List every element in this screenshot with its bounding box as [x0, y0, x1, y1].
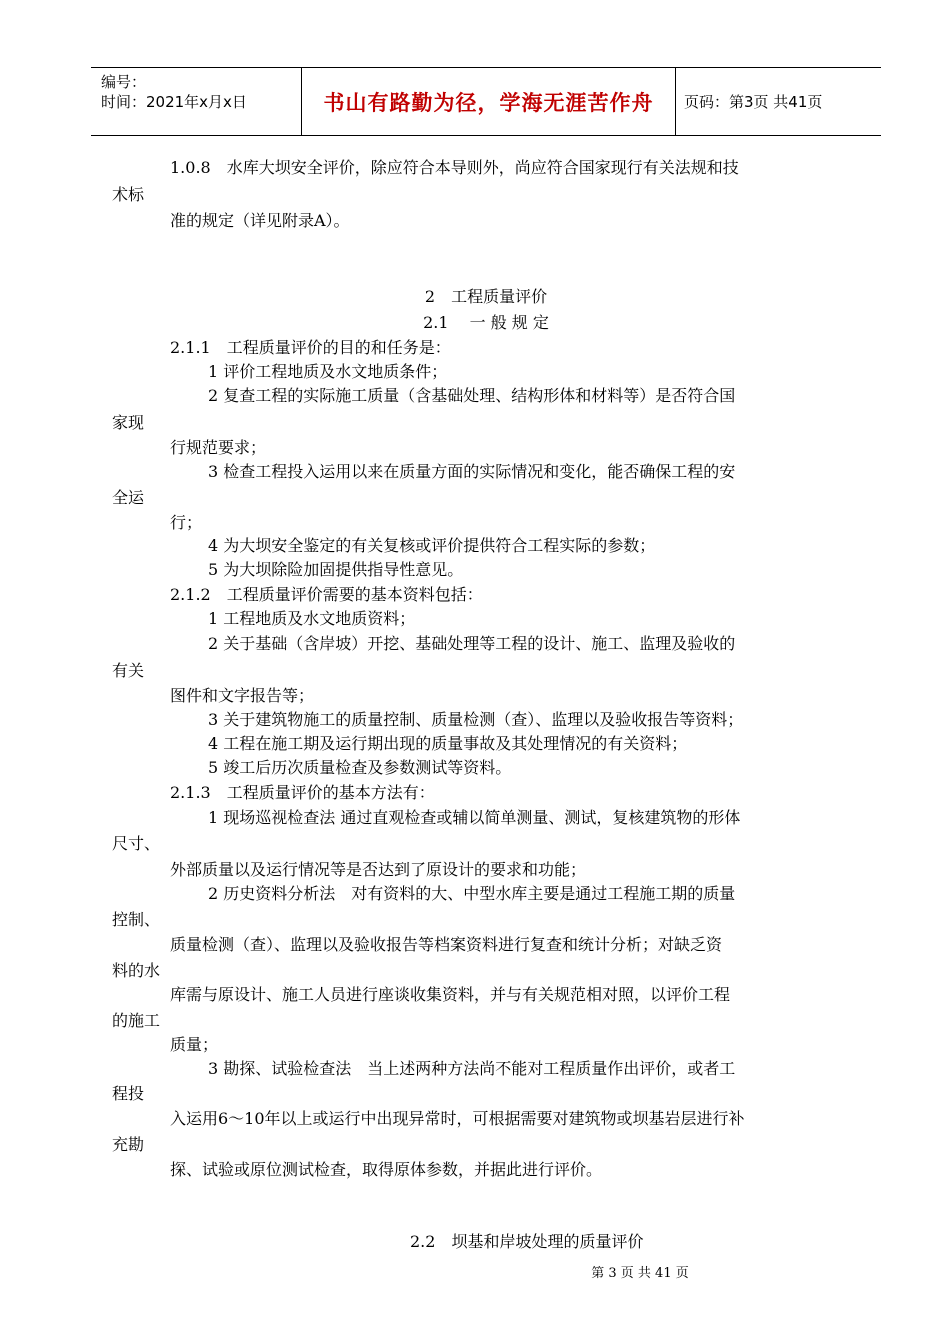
clause-heading: 2.1.3 工程质量评价的基本方法有： — [170, 783, 435, 802]
text-line: 图件和文字报告等； — [170, 686, 315, 705]
text-line: 术标 — [112, 185, 145, 204]
text-line: 2 关于基础（含岸坡）开挖、基础处理等工程的设计、施工、监理及验收的 — [208, 634, 736, 653]
text-line: 3 关于建筑物施工的质量控制、质量检测（查）、监理以及验收报告等资料； — [208, 710, 744, 729]
serial-label: 编号： — [101, 73, 147, 91]
text-line: 入运用6～10年以上或运行中出现异常时，可根据需要对建筑物或坝基岩层进行补 — [170, 1109, 745, 1128]
clause-heading: 2.1.1 工程质量评价的目的和任务是： — [170, 338, 451, 357]
text-line: 3 检查工程投入运用以来在质量方面的实际情况和变化，能否确保工程的安 — [208, 462, 736, 481]
text-line: 库需与原设计、施工人员进行座谈收集资料，并与有关规范相对照，以评价工程 — [170, 985, 731, 1004]
text-line: 有关 — [112, 661, 145, 680]
page-header — [91, 67, 881, 136]
text-line: 的施工 — [112, 1011, 161, 1030]
text-line: 探、试验或原位测试检查，取得原体参数，并据此进行评价。 — [170, 1160, 603, 1179]
text-line: 1 现场巡视检查法 通过直观检查或辅以简单测量、测试，复核建筑物的形体 — [208, 808, 741, 827]
text-line: 1 评价工程地质及水文地质条件； — [208, 362, 448, 381]
text-line: 质量检测（查）、监理以及验收报告等档案资料进行复查和统计分析；对缺乏资 — [170, 935, 723, 954]
text-line: 料的水 — [112, 961, 161, 980]
text-line: 控制、 — [112, 910, 161, 929]
text-line: 尺寸、 — [112, 834, 161, 853]
text-line: 行规范要求； — [170, 438, 267, 457]
text-line: 外部质量以及运行情况等是否达到了原设计的要求和功能； — [170, 860, 587, 879]
text-line: 2 复查工程的实际施工质量（含基础处理、结构形体和材料等）是否符合国 — [208, 386, 736, 405]
header-motto: 书山有路勤为径，学海无涯苦作舟 — [302, 68, 676, 136]
text-line: 4 工程在施工期及运行期出现的质量事故及其处理情况的有关资料； — [208, 734, 688, 753]
text-line: 程投 — [112, 1084, 145, 1103]
footer-page-number: 第 3 页 共 41 页 — [591, 1266, 689, 1281]
header-meta — [91, 68, 302, 136]
text-line: 5 为大坝除险加固提供指导性意见。 — [208, 560, 464, 579]
subsection-heading: 2.1 一 般 规 定 — [423, 313, 549, 332]
text-line: 1.0.8 水库大坝安全评价，除应符合本导则外，尚应符合国家现行有关法规和技 — [170, 158, 739, 177]
text-line: 质量； — [170, 1035, 219, 1054]
time-label: 时间：2021年x月x日 — [101, 93, 247, 111]
subsection-heading: 2.2 坝基和岸坡处理的质量评价 — [410, 1232, 644, 1251]
text-line: 充勘 — [112, 1135, 145, 1154]
page-footer — [0, 1262, 950, 1281]
text-line: 准的规定（详见附录A）。 — [170, 211, 350, 230]
header-page-info: 页码：第3页 共41页 — [676, 68, 882, 136]
text-line: 家现 — [112, 413, 145, 432]
text-line: 行； — [170, 513, 203, 532]
text-line: 全运 — [112, 488, 145, 507]
text-line: 5 竣工后历次质量检查及参数测试等资料。 — [208, 758, 512, 777]
text-line: 3 勘探、试验检查法 当上述两种方法尚不能对工程质量作出评价，或者工 — [208, 1059, 736, 1078]
text-line: 2 历史资料分析法 对有资料的大、中型水库主要是通过工程施工期的质量 — [208, 884, 736, 903]
text-line: 1 工程地质及水文地质资料； — [208, 609, 416, 628]
clause-heading: 2.1.2 工程质量评价需要的基本资料包括： — [170, 585, 483, 604]
text-line: 4 为大坝安全鉴定的有关复核或评价提供符合工程实际的参数； — [208, 536, 656, 555]
section-heading: 2 工程质量评价 — [424, 287, 548, 306]
